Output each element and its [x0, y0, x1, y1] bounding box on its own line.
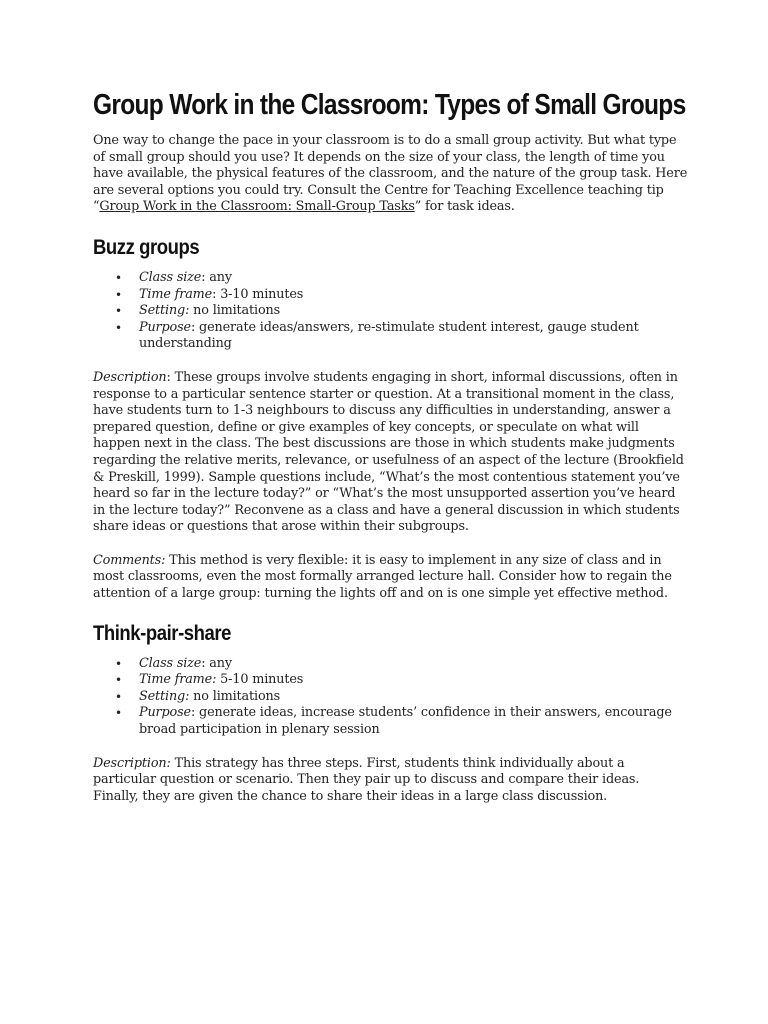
description-label: Description	[93, 369, 167, 385]
buzz-groups-comments	[93, 553, 688, 603]
section-heading-think-pair-share: Think-pair-share	[93, 620, 231, 645]
bullet-value: no limitations	[189, 303, 281, 319]
bullet-label: Purpose	[139, 705, 191, 721]
list-item	[93, 705, 688, 738]
bullet-value: 5-10 minutes	[216, 672, 304, 688]
list-item	[93, 303, 688, 320]
bullet-label: Setting:	[139, 688, 190, 704]
list-item	[93, 287, 688, 304]
bullet-label: Time frame	[139, 286, 213, 302]
buzz-groups-description	[93, 370, 688, 536]
bullet-label: Setting:	[139, 303, 190, 319]
intro-text: One way to change the pace in your classroom is to do a small group activity. But what type of small group should you use? It depends on the size of your class, the length of time you have available, the physical features of the classroom, and the nature of the group task. Here are several options you could try. Consult the Centre for Teaching Excellence teaching tip “	[93, 133, 688, 215]
list-item	[93, 656, 688, 673]
comments-text: This method is very flexible: it is easy to implement in any size of class and in most classrooms, even the most formally arranged lecture hall. Consider how to regain the attention of a large group: turning the lights off and on is one simple yet effective method.	[93, 552, 672, 602]
bullet-label: Time frame:	[139, 672, 217, 688]
intro-paragraph	[93, 133, 688, 216]
list-item	[93, 672, 688, 689]
bullet-value: : generate ideas, increase students’ confidence in their answers, encourage broad participation in plenary session	[139, 705, 672, 738]
document-page	[93, 85, 688, 805]
list-item	[93, 320, 688, 353]
think-pair-share-bullet-list	[93, 656, 688, 739]
page-title: Group Work in the Classroom: Types of Small Groups	[93, 89, 686, 121]
description-text: : These groups involve students engaging in short, informal discussions, often in response to a particular sentence starter or question. At a transitional moment in the class, have students turn to 1-3 neighbours to discuss any difficulties in understanding, answer a prepared question, define or give examples of key concepts, or speculate on what will happen next in the class. The best discussions are those in which students make judgments regarding the relative merits, relevance, or usefulness of an aspect of the lecture (Brookfield & Preskill, 1999). Sample questions include, “What’s the most contentious statement you’ve heard so far in the lecture today?” or “What’s the most unsupported assertion you’ve heard in the lecture today?” Reconvene as a class and have a general discussion in which students share ideas or questions that arose within their subgroups.	[93, 369, 684, 535]
list-item	[93, 689, 688, 706]
bullet-value: : generate ideas/answers, re-stimulate student interest, gauge student understanding	[139, 319, 639, 352]
think-pair-share-description	[93, 756, 688, 806]
intro-text-end: ” for task ideas.	[414, 199, 515, 215]
section-heading-buzz-groups: Buzz groups	[93, 234, 200, 259]
group-work-tasks-link[interactable]: Group Work in the Classroom: Small-Group Tasks	[99, 199, 415, 215]
bullet-value: : any	[201, 655, 232, 671]
bullet-label: Class size	[139, 655, 202, 671]
list-item	[93, 270, 688, 287]
bullet-value: no limitations	[189, 688, 281, 704]
description-text: This strategy has three steps. First, students think individually about a particular question or scenario. Then they pair up to discuss and compare their ideas. Finally, they are given the chance to share their ideas in a large class discussion.	[93, 755, 640, 804]
buzz-groups-bullet-list	[93, 270, 688, 353]
bullet-value: : any	[201, 269, 232, 285]
bullet-label: Purpose	[139, 319, 191, 335]
bullet-label: Class size	[139, 269, 202, 285]
description-label: Description:	[93, 755, 171, 771]
comments-label: Comments:	[93, 552, 166, 568]
bullet-value: : 3-10 minutes	[212, 286, 304, 302]
